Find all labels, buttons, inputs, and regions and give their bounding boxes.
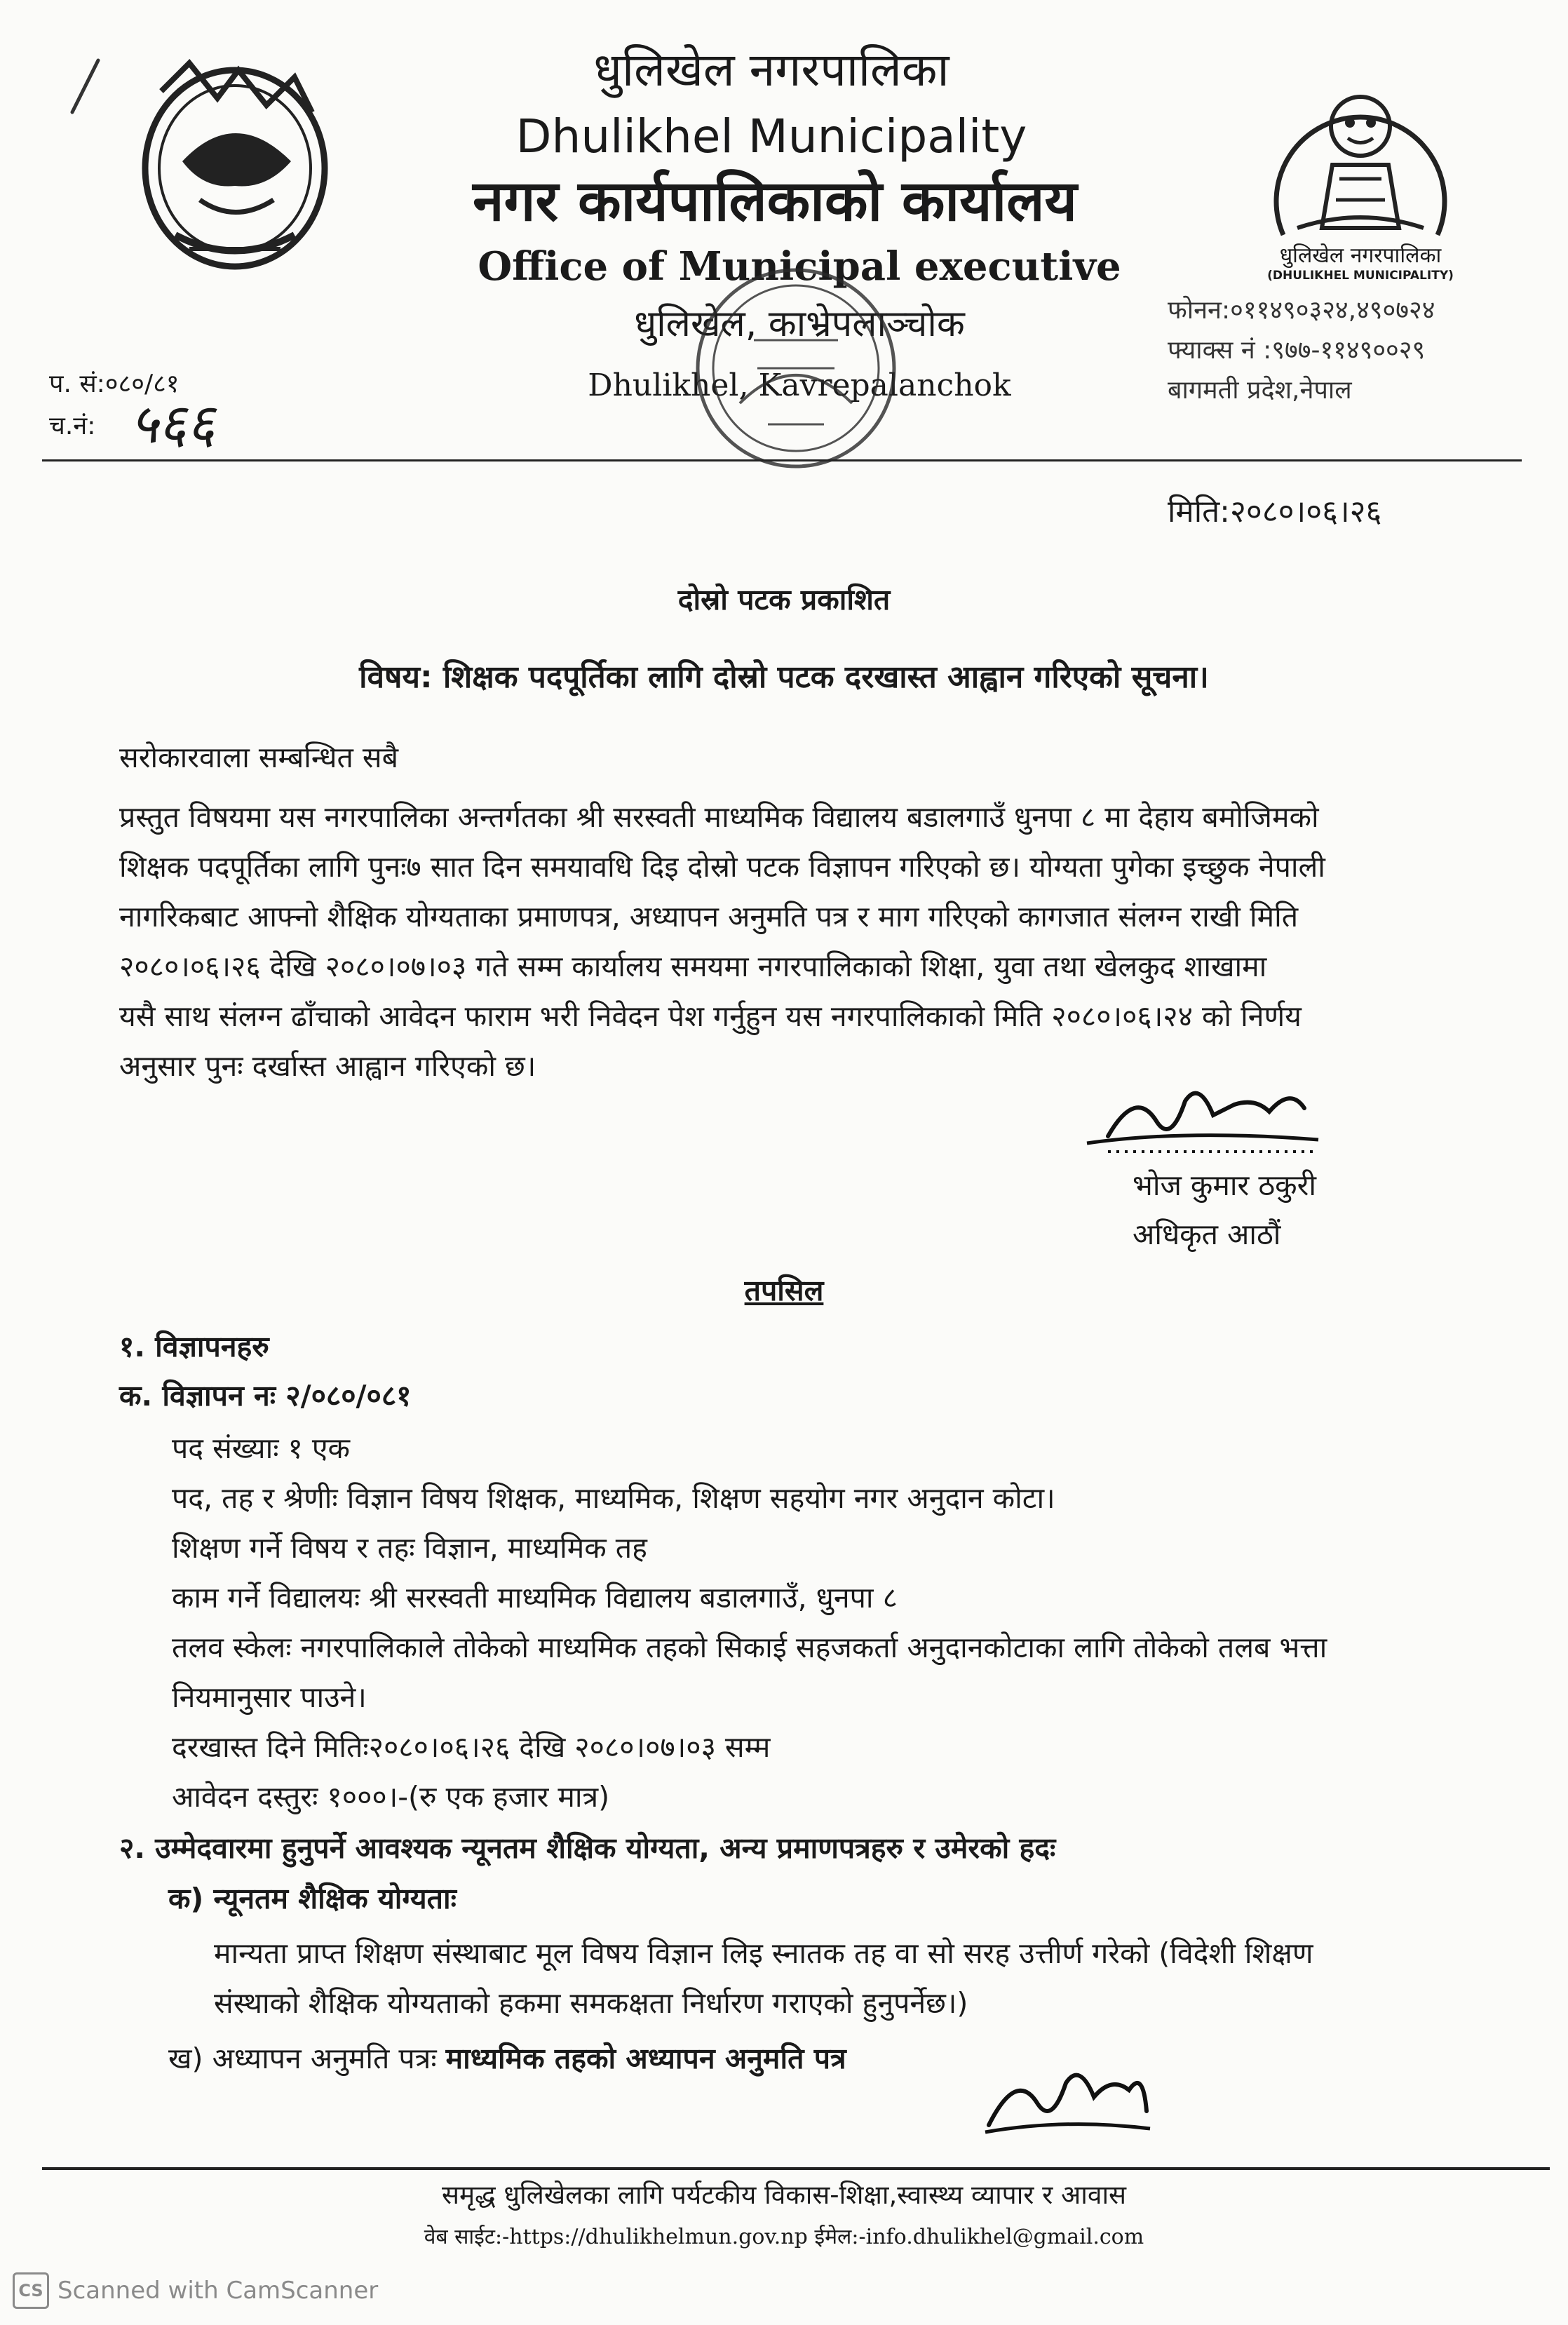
detail-line: आवेदन दस्तुरः १०००।-(रु एक हजार मात्र) — [172, 1780, 610, 1814]
detail-line: काम गर्ने विद्यालयः श्री सरस्वती माध्यमिक विद्यालय बडालगाउँ, धुनपा ८ — [172, 1581, 898, 1615]
qualification-line: मान्यता प्राप्त शिक्षण संस्थाबाट मूल विषय विज्ञान लिइ स्नातक तह वा सो सरह उत्तीर्ण गरेको (विदेशी शिक्षण — [214, 1936, 1313, 1970]
header-location-english: Dhulikhel, Kavrepalanchok — [588, 368, 1011, 403]
footer-divider — [42, 2167, 1550, 2170]
dispatch-number-label: च.नं: — [49, 412, 96, 440]
detail-line: पद संख्याः १ एक — [172, 1431, 351, 1465]
notice-subject: विषय: शिक्षक पदपूर्तिका लागि दोस्रो पटक दरखास्त आह्वान गरिएको सूचना। — [359, 659, 1209, 695]
dhulikhel-municipality-logo — [1255, 67, 1466, 242]
advertisement-details — [172, 1424, 1539, 1822]
minimum-qualification-text — [214, 1929, 1546, 2028]
camscanner-badge-icon: CS — [13, 2272, 49, 2309]
header-location-nepali: धुलिखेल, काभ्रेपलाञ्चोक — [634, 303, 965, 345]
pen-mark-icon — [60, 56, 109, 119]
logo-caption-nepali: धुलिखेल नगरपालिका — [1279, 243, 1442, 268]
page-signature — [975, 2048, 1157, 2139]
paragraph-line: यसै साथ संलग्न ढाँचाको आवेदन फाराम भरी निवेदन पेश गर्नुहुन यस नगरपालिकाको मिति २०८०।०६।२४ को निर्णय — [119, 999, 1302, 1033]
reference-number: प. सं:०८०/८१ — [49, 370, 180, 398]
header-title-nepali: धुलिखेल नगरपालिका — [593, 43, 949, 97]
dispatch-number-handwritten: ५६६ — [130, 393, 215, 456]
header-province: बागमती प्रदेश,नेपाल — [1168, 376, 1352, 405]
header-office-english: Office of Municipal executive — [478, 243, 1121, 290]
office-seal-stamp — [691, 263, 901, 473]
advertisement-number: क. विज्ञापन नः २/०८०/०८१ — [119, 1379, 412, 1413]
logo-caption-english: (DHULIKHEL MUNICIPALITY) — [1267, 269, 1454, 283]
nepal-emblem-icon — [133, 49, 337, 274]
section-advertisements: १. विज्ञापनहरु — [119, 1330, 269, 1363]
header-divider — [42, 459, 1522, 461]
detail-line: तलव स्केलः नगरपालिकाले तोकेको माध्यमिक तहको सिकाई सहजकर्ता अनुदानकोटाका लागि तोकेको तलब भत्ता — [172, 1631, 1327, 1664]
detail-line: दरखास्त दिने मितिः२०८०।०६।२६ देखि २०८०।०७।०३ सम्म — [172, 1730, 771, 1764]
paragraph-line: शिक्षक पदपूर्तिका लागि पुनः७ सात दिन समयावधि दिइ दोस्रो पटक विज्ञापन गरिएको छ। योग्यता पुगेका इच्छुक नेपाली — [119, 850, 1325, 884]
paragraph-line: नागरिकबाट आफ्नो शैक्षिक योग्यताका प्रमाणपत्र, अध्यापन अनुमति पत्र र माग गरिएको कागजात संलग्न राखी मिति — [119, 900, 1299, 934]
officer-signature — [1080, 1073, 1332, 1157]
camscanner-text: Scanned with CamScanner — [58, 2277, 379, 2305]
notice-paragraph — [119, 793, 1508, 1091]
detail-line: पद, तह र श्रेणीः विज्ञान विषय शिक्षक, माध्यमिक, शिक्षण सहयोग नगर अनुदान कोटा। — [172, 1481, 1055, 1515]
section-qualifications: २. उम्मेदवारमा हुनुपर्ने आवश्यक न्यूनतम शैक्षिक योग्यता, अन्य प्रमाणपत्रहरु र उमेरको हदः — [119, 1831, 1056, 1865]
paragraph-line: अनुसार पुनः दर्खास्त आह्वान गरिएको छ। — [119, 1049, 536, 1083]
minimum-qualification-heading: क) न्यूनतम शैक्षिक योग्यताः — [168, 1882, 457, 1915]
camscanner-watermark — [13, 2272, 378, 2309]
detail-line: शिक्षण गर्ने विषय र तहः विज्ञान, माध्यमिक तह — [172, 1531, 647, 1565]
qualification-line: संस्थाको शैक्षिक योग्यताको हकमा समकक्षता निर्धारण गराएको हुनुपर्नेछ।) — [214, 1986, 968, 2020]
details-heading: तपसिल — [744, 1274, 824, 1307]
header-office-nepali: नगर कार्यपालिकाको कार्यालय — [473, 168, 1077, 234]
teaching-license-label: ख) अध्यापन अनुमति पत्रः — [168, 2042, 446, 2075]
signatory-name: भोज कुमार ठकुरी — [1133, 1168, 1317, 1202]
signatory-title: अधिकृत आठौं — [1133, 1218, 1281, 1251]
publication-label: दोस्रो पटक प्रकाशित — [677, 583, 891, 616]
header-phone: फोनन:०११४९०३२४,४९०७२४ — [1168, 296, 1435, 325]
paragraph-line: प्रस्तुत विषयमा यस नगरपालिका अन्तर्गतका श्री सरस्वती माध्यमिक विद्यालय बडालगाउँ धुनपा ८ मा देहाय बमोजिमको — [119, 800, 1319, 834]
footer-contact: वेब साईट:-https://dhulikhelmun.gov.np ईमेल:-info.dhulikhel@gmail.com — [424, 2225, 1144, 2249]
footer-slogan: समृद्ध धुलिखेलका लागि पर्यटकीय विकास-शिक्षा,स्वास्थ्य व्यापार र आवास — [441, 2180, 1127, 2210]
detail-line: नियमानुसार पाउने। — [172, 1680, 367, 1714]
header-fax: फ्याक्स नं :९७७-११४९००२९ — [1168, 336, 1426, 365]
salutation: सरोकारवाला सम्बन्धित सबै — [119, 741, 399, 774]
header-title-english: Dhulikhel Municipality — [515, 109, 1027, 163]
teaching-license-value: माध्यमिक तहको अध्यापन अनुमति पत्र — [445, 2042, 846, 2075]
notice-date: मिति:२०८०।०६।२६ — [1168, 494, 1382, 530]
paragraph-line: २०८०।०६।२६ देखि २०८०।०७।०३ गते सम्म कार्यालय समयमा नगरपालिकाको शिक्षा, युवा तथा खेलकुद शाखामा — [119, 950, 1267, 983]
teaching-license-line — [168, 2034, 846, 2084]
